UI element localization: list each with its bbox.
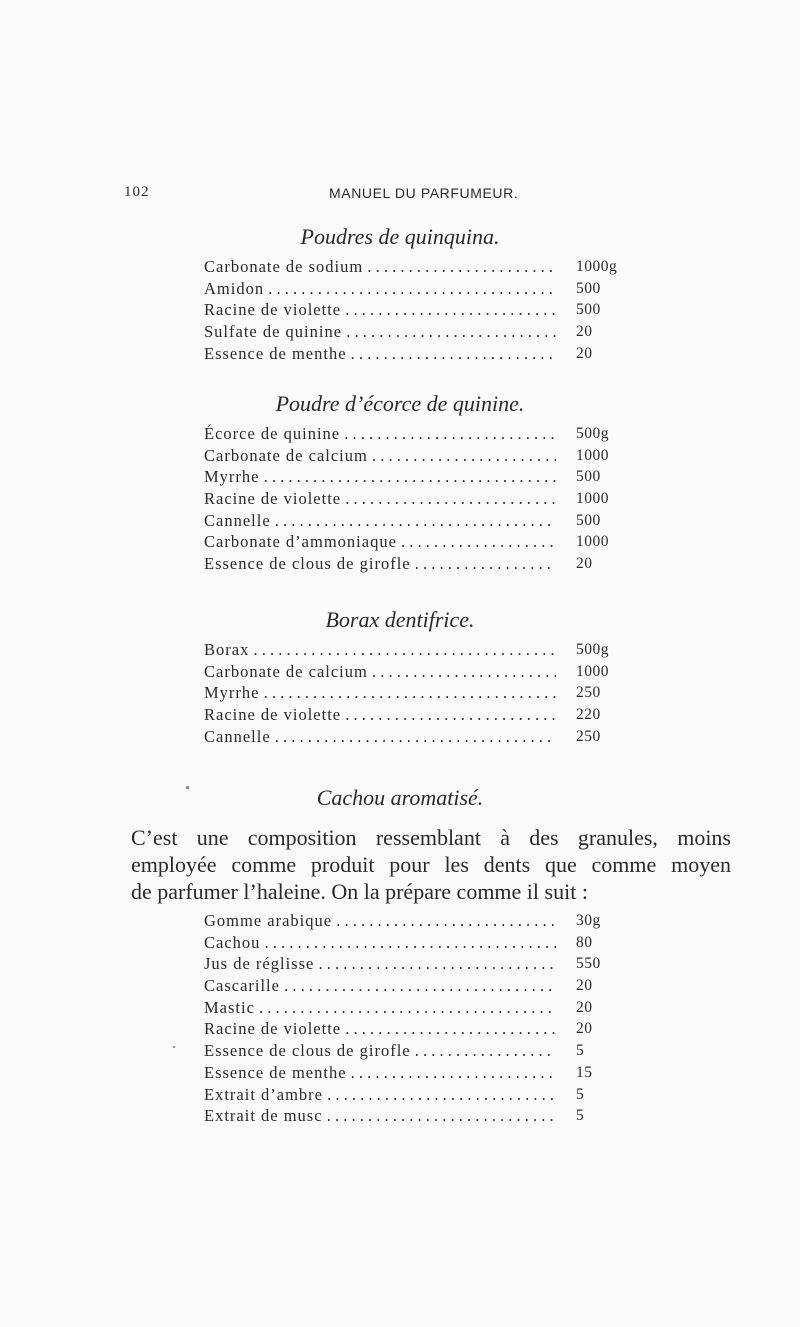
recipe-row bbox=[204, 510, 624, 532]
recipe-row bbox=[204, 1105, 624, 1127]
recipe-row bbox=[204, 445, 624, 467]
recipe-list bbox=[204, 256, 624, 364]
ingredient-name: Cachou . . . bbox=[204, 932, 556, 954]
ingredient-quantity: 250 bbox=[576, 727, 601, 745]
ingredient-quantity: 5 bbox=[576, 1085, 585, 1103]
ingredient-name: Essence de clous de girofle . . . bbox=[204, 553, 556, 575]
ingredient-name: Sulfate de quinine . . . bbox=[204, 321, 556, 343]
recipe-row bbox=[204, 910, 624, 932]
paragraph-line: C’est une composition ressemblant à des granules, moins bbox=[131, 825, 731, 850]
paragraph-line: de parfumer l’haleine. On la prépare comme il suit : bbox=[131, 879, 588, 904]
ingredient-quantity: 1000g bbox=[576, 258, 618, 275]
recipe-row bbox=[204, 1018, 624, 1040]
ingredient-name: Carbonate de calcium . . . bbox=[204, 445, 556, 467]
ingredient-name: Myrrhe . . . bbox=[204, 466, 556, 488]
recipe-list bbox=[204, 910, 624, 1127]
ingredient-name: Racine de violette . . . bbox=[204, 488, 556, 510]
ingredient-quantity: 550 bbox=[576, 955, 601, 973]
recipe-row bbox=[204, 975, 624, 997]
ingredient-quantity: 1000 bbox=[576, 490, 609, 508]
scan-speck bbox=[173, 1046, 175, 1048]
ingredient-name: Extrait de musc . . . bbox=[204, 1105, 556, 1127]
ingredient-name: Écorce de quinine . . . bbox=[204, 423, 556, 445]
ingredient-name: Carbonate d’ammoniaque . . . bbox=[204, 531, 556, 553]
ingredient-name: Jus de réglisse . . . bbox=[204, 953, 556, 975]
ingredient-name: Essence de menthe . . . bbox=[204, 343, 556, 365]
section-title: Poudres de quinquina. bbox=[300, 224, 500, 249]
ingredient-quantity: 30g bbox=[576, 912, 601, 929]
ingredient-quantity: 15 bbox=[576, 1063, 593, 1081]
recipe-row bbox=[204, 1040, 624, 1062]
recipe-row bbox=[204, 953, 624, 975]
recipe-row bbox=[204, 682, 624, 704]
recipe-row bbox=[204, 466, 624, 488]
ingredient-name: Carbonate de calcium . . . bbox=[204, 661, 556, 683]
page-number: 102 bbox=[124, 184, 150, 200]
ingredient-quantity: 500 bbox=[576, 468, 601, 486]
recipe-list bbox=[204, 639, 624, 747]
ingredient-name: Cannelle . . . bbox=[204, 510, 556, 532]
section-title: Borax dentifrice. bbox=[325, 607, 475, 632]
ingredient-quantity: 500 bbox=[576, 279, 601, 297]
ingredient-name: Borax . . . bbox=[204, 639, 556, 661]
section-title: Cachou aromatisé. bbox=[316, 785, 484, 810]
scan-speck bbox=[186, 786, 189, 789]
ingredient-quantity: 500 bbox=[576, 511, 601, 529]
ingredient-name: Essence de clous de girofle . . . bbox=[204, 1040, 556, 1062]
ingredient-quantity: 20 bbox=[576, 1020, 593, 1038]
recipe-row bbox=[204, 932, 624, 954]
ingredient-name: Racine de violette . . . bbox=[204, 704, 556, 726]
ingredient-quantity: 1000 bbox=[576, 662, 609, 680]
recipe-row bbox=[204, 299, 624, 321]
ingredient-quantity: 5 bbox=[576, 1107, 585, 1125]
ingredient-quantity: 20 bbox=[576, 323, 593, 341]
ingredient-quantity: 250 bbox=[576, 684, 601, 702]
ingredient-quantity: 500g bbox=[576, 641, 609, 658]
ingredient-name: Carbonate de sodium . . . bbox=[204, 256, 556, 278]
ingredient-quantity: 80 bbox=[576, 933, 593, 951]
ingredient-name: Amidon . . . bbox=[204, 278, 556, 300]
ingredient-name: Cannelle . . . bbox=[204, 726, 556, 748]
ingredient-quantity: 5 bbox=[576, 1042, 585, 1060]
ingredient-quantity: 500g bbox=[576, 425, 609, 442]
ingredient-name: Myrrhe . . . bbox=[204, 682, 556, 704]
recipe-row bbox=[204, 726, 624, 748]
ingredient-quantity: 20 bbox=[576, 555, 593, 573]
recipe-row bbox=[204, 661, 624, 683]
recipe-row bbox=[204, 423, 624, 445]
page-header bbox=[124, 184, 624, 206]
recipe-row bbox=[204, 639, 624, 661]
ingredient-name: Essence de menthe . . . bbox=[204, 1062, 556, 1084]
ingredient-quantity: 20 bbox=[576, 977, 593, 995]
ingredient-quantity: 20 bbox=[576, 998, 593, 1016]
recipe-row bbox=[204, 343, 624, 365]
recipe-row bbox=[204, 1062, 624, 1084]
recipe-row bbox=[204, 488, 624, 510]
ingredient-quantity: 1000 bbox=[576, 446, 609, 464]
ingredient-name: Racine de violette . . . bbox=[204, 299, 556, 321]
paragraph-line: employée comme produit pour les dents que comme moyen bbox=[131, 852, 731, 877]
ingredient-name: Racine de violette . . . bbox=[204, 1018, 556, 1040]
ingredient-name: Mastic . . . bbox=[204, 997, 556, 1019]
ingredient-quantity: 500 bbox=[576, 301, 601, 319]
ingredient-name: Extrait d’ambre . . . bbox=[204, 1084, 556, 1106]
running-head: MANUEL DU PARFUMEUR. bbox=[329, 185, 519, 201]
ingredient-name: Gomme arabique . . . bbox=[204, 910, 556, 932]
recipe-row bbox=[204, 256, 624, 278]
recipe-row bbox=[204, 278, 624, 300]
recipe-row bbox=[204, 704, 624, 726]
recipe-row bbox=[204, 997, 624, 1019]
recipe-row bbox=[204, 1084, 624, 1106]
ingredient-quantity: 20 bbox=[576, 344, 593, 362]
recipe-list bbox=[204, 423, 624, 575]
ingredient-quantity: 220 bbox=[576, 706, 601, 724]
ingredient-name: Cascarille . . . bbox=[204, 975, 556, 997]
intro-paragraph bbox=[131, 824, 731, 905]
recipe-row bbox=[204, 531, 624, 553]
section-title: Poudre d’écorce de quinine. bbox=[275, 391, 525, 416]
recipe-row bbox=[204, 553, 624, 575]
ingredient-quantity: 1000 bbox=[576, 533, 609, 551]
recipe-row bbox=[204, 321, 624, 343]
